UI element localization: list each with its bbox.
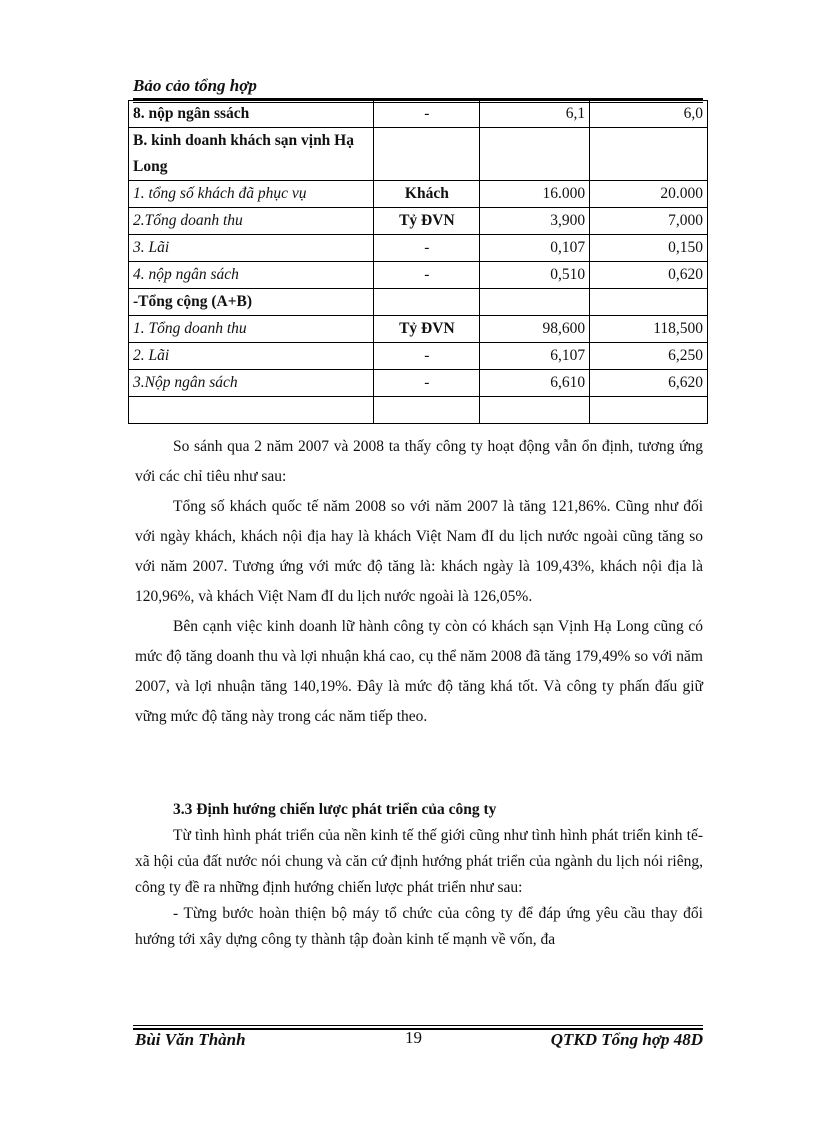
value-2007-cell: 3,900 <box>480 208 590 235</box>
unit-cell <box>374 128 480 181</box>
paragraph-comparison: So sánh qua 2 năm 2007 và 2008 ta thấy công ty hoạt động vẫn ổn định, tương ứng với các chỉ tiêu như sau: <box>135 438 703 485</box>
value-2007-cell: 16.000 <box>480 181 590 208</box>
value-2008-cell: 6,0 <box>590 101 708 128</box>
value-2007-cell <box>480 397 590 424</box>
value-2008-cell: 118,500 <box>590 316 708 343</box>
table-row <box>129 181 708 208</box>
table-row <box>129 128 708 181</box>
value-2007-cell: 6,107 <box>480 343 590 370</box>
unit-cell: - <box>374 262 480 289</box>
value-2008-cell: 6,620 <box>590 370 708 397</box>
unit-cell: Tỷ ĐVN <box>374 208 480 235</box>
value-2008-cell <box>590 128 708 181</box>
value-2007-cell: 0,107 <box>480 235 590 262</box>
footer-author: Bùi Văn Thành <box>135 1030 246 1049</box>
indicator-cell: 2.Tổng doanh thu <box>129 208 374 235</box>
paragraph-strategy-item: - Từng bước hoàn thiện bộ máy tổ chức của công ty để đáp ứng yêu cầu thay đổi hướng tới xây dựng công ty thành tập đoàn kinh tế mạnh về vốn, đa <box>135 905 703 948</box>
table-row <box>129 289 708 316</box>
indicator-cell: 3.Nộp ngân sách <box>129 370 374 397</box>
value-2008-cell: 7,000 <box>590 208 708 235</box>
unit-cell: Khách <box>374 181 480 208</box>
value-2008-cell <box>590 397 708 424</box>
indicator-cell: 3. Lãi <box>129 235 374 262</box>
table-row <box>129 343 708 370</box>
paragraph-hotel-growth: Bên cạnh việc kinh doanh lữ hành công ty còn có khách sạn Vịnh Hạ Long cũng có mức độ tăng doanh thu và lợi nhuận khá cao, cụ thể năm 2008 đã tăng 179,49% so với năm 2007, và lợi nhuận tăng 140,19%. Đây là mức độ tăng khá tốt. Và công ty phấn đấu giữ vững mức độ tăng này trong các năm tiếp theo. <box>135 618 703 725</box>
page-header-title: Bảo cảo tổng hợp <box>133 76 257 95</box>
value-2007-cell: 6,1 <box>480 101 590 128</box>
indicator-cell: 8. nộp ngân ssách <box>129 101 374 128</box>
value-2007-cell <box>480 128 590 181</box>
value-2008-cell: 20.000 <box>590 181 708 208</box>
table-row <box>129 208 708 235</box>
value-2007-cell <box>480 289 590 316</box>
indicator-cell: 1. Tổng doanh thu <box>129 316 374 343</box>
unit-cell: Tỷ ĐVN <box>374 316 480 343</box>
strategy-section <box>135 797 703 953</box>
footer-rule-thin <box>133 1025 703 1026</box>
value-2007-cell: 0,510 <box>480 262 590 289</box>
analysis-text <box>135 432 703 732</box>
section-heading: 3.3 Định hướng chiến lược phát triển của công ty <box>173 801 497 818</box>
table-row <box>129 370 708 397</box>
indicator-cell <box>129 397 374 424</box>
statistics-table <box>128 100 708 424</box>
indicator-cell: 1. tổng số khách đã phục vụ <box>129 181 374 208</box>
table-row <box>129 262 708 289</box>
table-row <box>129 101 708 128</box>
unit-cell: - <box>374 235 480 262</box>
paragraph-strategy-intro: Từ tình hình phát triển của nền kinh tế thế giới cũng như tình hình phát triển kinh tế-xã hội của đất nước nói chung và căn cứ định hướng phát triển của ngành du lịch nói riêng, công ty đề ra những định hướng chiến lược phát triển như sau: <box>135 827 703 896</box>
table-row <box>129 397 708 424</box>
unit-cell: - <box>374 370 480 397</box>
unit-cell <box>374 397 480 424</box>
table-row <box>129 316 708 343</box>
indicator-cell: 2. Lãi <box>129 343 374 370</box>
value-2007-cell: 6,610 <box>480 370 590 397</box>
page-number: 19 <box>405 1028 422 1047</box>
unit-cell: - <box>374 343 480 370</box>
indicator-cell: 4. nộp ngân sách <box>129 262 374 289</box>
indicator-cell: B. kinh doanh khách sạn vịnh Hạ Long <box>129 128 374 181</box>
indicator-cell: -Tổng cộng (A+B) <box>129 289 374 316</box>
value-2008-cell: 6,250 <box>590 343 708 370</box>
value-2008-cell: 0,150 <box>590 235 708 262</box>
value-2007-cell: 98,600 <box>480 316 590 343</box>
footer-class-name: QTKD Tổng hợp 48D <box>550 1030 703 1049</box>
unit-cell: - <box>374 101 480 128</box>
value-2008-cell <box>590 289 708 316</box>
unit-cell <box>374 289 480 316</box>
table-row <box>129 235 708 262</box>
value-2008-cell: 0,620 <box>590 262 708 289</box>
paragraph-international-guests: Tổng số khách quốc tế năm 2008 so với năm 2007 là tăng 121,86%. Cũng như đối với ngày khách, khách nội địa hay là khách Việt Nam đI du lịch nước ngoài cũng tăng so với năm 2007. Tương ứng với mức độ tăng là: khách ngày là 109,43%, khách nội địa là 120,96%, và khách Việt Nam đI du lịch nước ngoài là 126,05%. <box>135 498 703 605</box>
